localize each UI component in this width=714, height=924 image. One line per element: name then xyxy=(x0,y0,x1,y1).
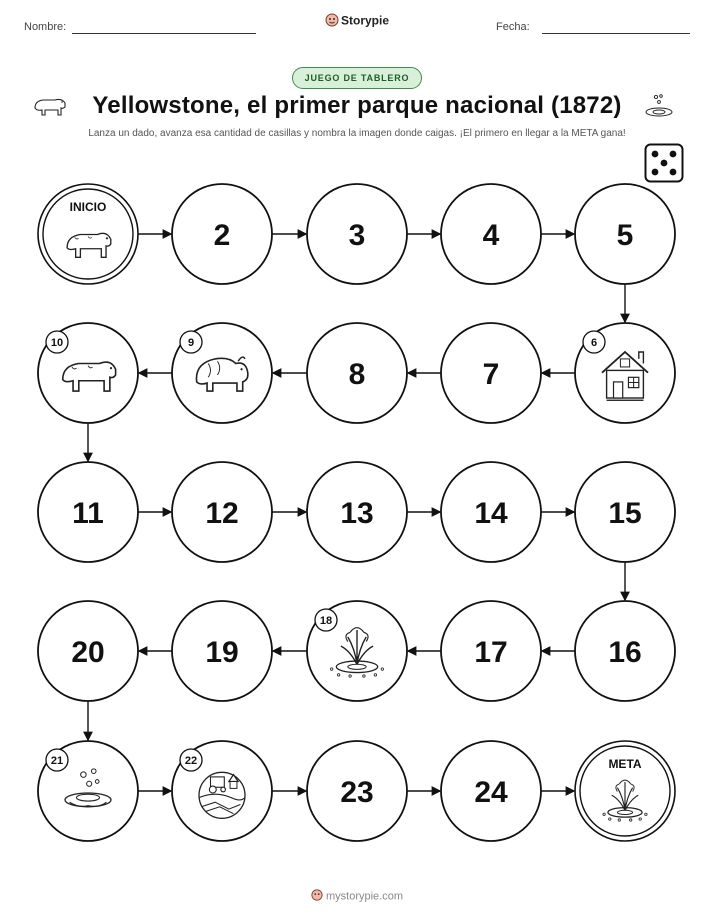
board-space-24 xyxy=(441,741,541,841)
space-number: 21 xyxy=(50,755,64,767)
board-space-14 xyxy=(441,462,541,562)
board-space-11 xyxy=(38,462,138,562)
board-space-10 xyxy=(38,323,138,423)
name-label: Nombre: xyxy=(24,21,67,33)
board-space-18 xyxy=(307,601,407,701)
space-number: 3 xyxy=(348,219,366,252)
space-number: 18 xyxy=(319,615,333,627)
space-number: 17 xyxy=(474,636,508,669)
brand-name: Storypie xyxy=(340,13,389,28)
space-number: 11 xyxy=(72,497,104,530)
date-label: Fecha: xyxy=(496,21,530,33)
space-number: 4 xyxy=(482,219,500,252)
space-number: 8 xyxy=(348,358,366,391)
board-space-20 xyxy=(38,601,138,701)
space-number: 15 xyxy=(608,497,642,530)
board-space-8 xyxy=(307,323,407,423)
board-space-2 xyxy=(172,184,272,284)
space-number: 19 xyxy=(205,636,239,669)
space-number: 5 xyxy=(616,219,634,252)
board-space-22 xyxy=(172,741,272,841)
space-number: 10 xyxy=(50,337,64,349)
space-number: 13 xyxy=(340,497,374,530)
board-space-16 xyxy=(575,601,675,701)
farm-icon xyxy=(199,772,245,818)
board-space-4 xyxy=(441,184,541,284)
board-space-5 xyxy=(575,184,675,284)
space-number: 22 xyxy=(184,755,198,767)
space-label: META xyxy=(608,757,642,771)
game-type-badge: JUEGO DE TABLERO xyxy=(292,67,422,89)
space-number: 14 xyxy=(474,497,508,530)
board-space-6 xyxy=(575,323,675,423)
storypie-logo-icon xyxy=(311,889,323,904)
space-number: 12 xyxy=(205,497,239,530)
board-space-13 xyxy=(307,462,407,562)
space-number: 7 xyxy=(482,358,500,391)
board-space-1 xyxy=(38,184,138,284)
board-space-17 xyxy=(441,601,541,701)
space-number: 24 xyxy=(474,776,508,809)
board-space-9 xyxy=(172,323,272,423)
board-space-7 xyxy=(441,323,541,423)
space-number: 6 xyxy=(590,337,598,349)
board-space-19 xyxy=(172,601,272,701)
page-title: Yellowstone, el primer parque nacional (1872) xyxy=(92,92,622,119)
board-space-23 xyxy=(307,741,407,841)
board-space-25 xyxy=(575,741,675,841)
board-space-21 xyxy=(38,741,138,841)
instructions-text: Lanza un dado, avanza esa cantidad de casillas y nombra la imagen donde caigas. ¡El primero en llegar a la META gana! xyxy=(88,128,626,139)
board-space-15 xyxy=(575,462,675,562)
space-label: INICIO xyxy=(69,200,107,214)
space-number: 2 xyxy=(213,219,231,252)
footer-url xyxy=(0,889,714,904)
space-number: 9 xyxy=(187,337,195,349)
board-space-12 xyxy=(172,462,272,562)
space-number: 16 xyxy=(608,636,642,669)
space-number: 20 xyxy=(71,636,105,669)
footer-text: mystorypie.com xyxy=(325,890,404,903)
board-space-3 xyxy=(307,184,407,284)
space-number: 23 xyxy=(340,776,374,809)
